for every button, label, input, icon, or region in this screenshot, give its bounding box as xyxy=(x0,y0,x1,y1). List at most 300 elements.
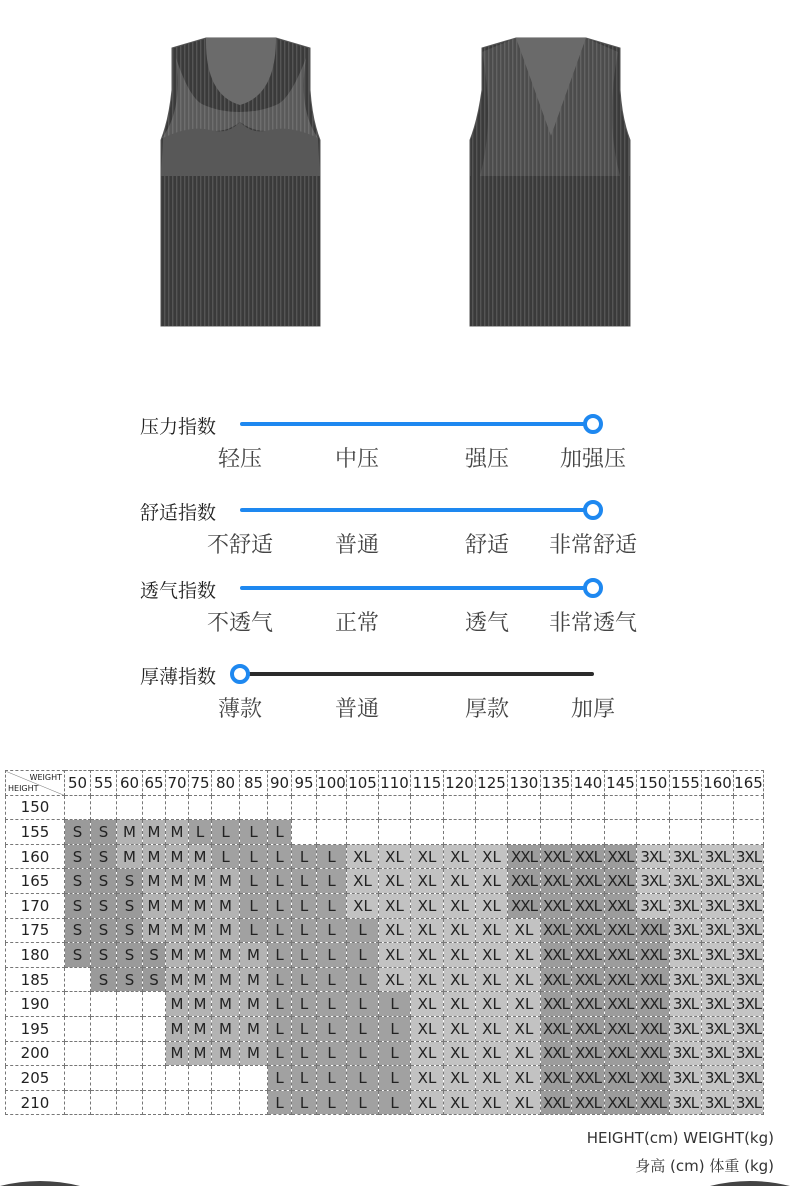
size-cell: XXL xyxy=(572,844,605,869)
size-cell xyxy=(637,795,670,820)
size-cell: XL xyxy=(476,943,508,968)
size-cell: 3XL xyxy=(637,869,670,894)
height-cell: 185 xyxy=(6,967,65,992)
size-cell: M xyxy=(189,967,212,992)
size-cell: L xyxy=(189,820,212,845)
weight-header-cell: 130 xyxy=(508,771,541,796)
size-cell xyxy=(117,1090,143,1115)
size-cell: L xyxy=(268,893,292,918)
meter-level-label: 不透气 xyxy=(206,611,274,636)
size-cell: M xyxy=(189,893,212,918)
size-cell: XL xyxy=(508,1090,541,1115)
table-row xyxy=(6,820,764,845)
weight-header-cell: 125 xyxy=(476,771,508,796)
size-cell: XL xyxy=(476,1016,508,1041)
size-cell: XL xyxy=(476,1041,508,1066)
size-cell xyxy=(292,820,317,845)
size-cell: 3XL xyxy=(702,1090,734,1115)
size-cell: XL xyxy=(379,918,411,943)
size-cell xyxy=(605,795,637,820)
weight-header-cell: 135 xyxy=(541,771,572,796)
size-cell: S xyxy=(65,893,91,918)
size-cell: M xyxy=(117,820,143,845)
size-cell: XXL xyxy=(572,893,605,918)
size-cell: XL xyxy=(476,992,508,1017)
vest-front-icon xyxy=(161,38,320,326)
size-cell: XL xyxy=(444,918,476,943)
table-row xyxy=(6,795,764,820)
size-cell: XL xyxy=(347,869,379,894)
size-cell xyxy=(240,1090,268,1115)
size-cell: L xyxy=(379,1041,411,1066)
size-cell: XL xyxy=(444,1090,476,1115)
size-cell: 3XL xyxy=(702,893,734,918)
size-cell: 3XL xyxy=(702,992,734,1017)
size-cell: M xyxy=(189,844,212,869)
weight-header-cell: 75 xyxy=(189,771,212,796)
size-cell: L xyxy=(292,967,317,992)
size-cell: M xyxy=(143,844,166,869)
size-cell: XL xyxy=(411,1041,444,1066)
size-cell: XL xyxy=(444,967,476,992)
meter-2 xyxy=(0,576,790,646)
size-cell: XXL xyxy=(605,992,637,1017)
size-cell xyxy=(91,992,117,1017)
size-cell: L xyxy=(292,943,317,968)
height-cell: 200 xyxy=(6,1041,65,1066)
size-cell: L xyxy=(240,893,268,918)
table-row xyxy=(6,1066,764,1091)
corner-cell xyxy=(6,771,65,796)
size-cell xyxy=(508,795,541,820)
size-cell: 3XL xyxy=(702,844,734,869)
size-cell: 3XL xyxy=(702,1016,734,1041)
size-cell: L xyxy=(347,1041,379,1066)
size-cell: L xyxy=(317,844,347,869)
size-cell: XXL xyxy=(541,1041,572,1066)
size-cell: 3XL xyxy=(670,1090,702,1115)
size-cell: M xyxy=(212,918,240,943)
size-cell: XXL xyxy=(637,1090,670,1115)
meter-level-label: 厚款 xyxy=(464,697,510,722)
size-cell: L xyxy=(212,820,240,845)
size-cell: S xyxy=(91,893,117,918)
size-cell: XL xyxy=(411,943,444,968)
size-cell: M xyxy=(166,967,189,992)
size-cell: 3XL xyxy=(734,869,764,894)
table-row xyxy=(6,1016,764,1041)
vest-back-icon xyxy=(470,38,630,326)
size-cell xyxy=(143,1090,166,1115)
size-cell: M xyxy=(240,1041,268,1066)
size-cell: 3XL xyxy=(670,943,702,968)
size-cell xyxy=(91,1016,117,1041)
size-cell: XXL xyxy=(508,893,541,918)
size-cell: S xyxy=(117,967,143,992)
size-cell xyxy=(734,795,764,820)
size-cell xyxy=(347,820,379,845)
size-cell: 3XL xyxy=(702,1066,734,1091)
size-cell: M xyxy=(143,893,166,918)
size-cell xyxy=(166,795,189,820)
size-cell: M xyxy=(212,869,240,894)
size-cell: XL xyxy=(508,1066,541,1091)
size-cell: XXL xyxy=(605,967,637,992)
size-cell: M xyxy=(212,992,240,1017)
size-cell: XL xyxy=(444,943,476,968)
meter-knob-icon xyxy=(230,664,250,684)
size-cell: XXL xyxy=(572,1016,605,1041)
size-cell: M xyxy=(212,943,240,968)
table-row xyxy=(6,992,764,1017)
size-cell: XL xyxy=(411,992,444,1017)
size-cell: L xyxy=(268,820,292,845)
size-cell xyxy=(411,820,444,845)
weight-header-cell: 65 xyxy=(143,771,166,796)
size-cell: 3XL xyxy=(637,844,670,869)
size-cell: L xyxy=(317,869,347,894)
size-cell: XL xyxy=(476,918,508,943)
size-cell xyxy=(317,795,347,820)
size-cell xyxy=(572,820,605,845)
weight-header-cell: 90 xyxy=(268,771,292,796)
size-cell: XL xyxy=(508,967,541,992)
weight-header-cell: 155 xyxy=(670,771,702,796)
table-row xyxy=(6,967,764,992)
size-cell: XL xyxy=(411,918,444,943)
size-cell: XL xyxy=(444,992,476,1017)
size-cell: M xyxy=(117,844,143,869)
size-cell xyxy=(268,795,292,820)
size-cell: S xyxy=(117,943,143,968)
size-cell: XL xyxy=(379,893,411,918)
height-cell: 165 xyxy=(6,869,65,894)
height-cell: 175 xyxy=(6,918,65,943)
meter-level-label: 非常透气 xyxy=(548,611,638,636)
size-cell xyxy=(508,820,541,845)
footer-units-en: HEIGHT(cm) WEIGHT(kg) xyxy=(586,1129,774,1147)
height-cell: 180 xyxy=(6,943,65,968)
size-cell: L xyxy=(379,992,411,1017)
meter-knob-icon xyxy=(583,578,603,598)
weight-header-cell: 120 xyxy=(444,771,476,796)
size-cell: L xyxy=(240,869,268,894)
size-cell: L xyxy=(347,1090,379,1115)
size-chart-header-row xyxy=(6,771,764,796)
meter-track xyxy=(240,422,594,426)
size-cell xyxy=(702,795,734,820)
size-cell: L xyxy=(317,967,347,992)
size-cell: XL xyxy=(379,844,411,869)
meter-track xyxy=(240,586,594,590)
meter-knob-icon xyxy=(583,414,603,434)
size-cell: XXL xyxy=(541,992,572,1017)
size-cell xyxy=(143,1016,166,1041)
meter-level-label: 正常 xyxy=(334,611,380,636)
size-cell: S xyxy=(91,844,117,869)
size-cell: XXL xyxy=(541,844,572,869)
meter-level-label: 强压 xyxy=(464,447,510,472)
vest-illustrations xyxy=(0,0,790,340)
size-cell: S xyxy=(91,820,117,845)
size-cell: L xyxy=(292,844,317,869)
size-cell xyxy=(670,820,702,845)
size-cell: XXL xyxy=(605,869,637,894)
size-cell: M xyxy=(189,943,212,968)
weight-header-cell: 115 xyxy=(411,771,444,796)
meter-level-label: 普通 xyxy=(334,697,380,722)
weight-header-cell: 70 xyxy=(166,771,189,796)
size-cell: XL xyxy=(476,893,508,918)
size-cell: XXL xyxy=(541,943,572,968)
size-cell: S xyxy=(117,918,143,943)
weight-header-cell: 85 xyxy=(240,771,268,796)
size-cell: 3XL xyxy=(670,918,702,943)
size-cell: XL xyxy=(508,918,541,943)
table-row xyxy=(6,1090,764,1115)
size-cell: M xyxy=(240,1016,268,1041)
size-cell: M xyxy=(189,1016,212,1041)
size-cell xyxy=(347,795,379,820)
size-cell: L xyxy=(268,1066,292,1091)
size-cell: XXL xyxy=(637,967,670,992)
weight-header-cell: 110 xyxy=(379,771,411,796)
size-cell: L xyxy=(347,943,379,968)
size-cell: L xyxy=(268,844,292,869)
size-cell: S xyxy=(65,844,91,869)
size-cell: L xyxy=(292,1090,317,1115)
table-row xyxy=(6,918,764,943)
size-cell: L xyxy=(212,844,240,869)
size-cell: M xyxy=(212,1041,240,1066)
table-row xyxy=(6,943,764,968)
corner-height-label: HEIGHT xyxy=(8,783,39,793)
size-cell: M xyxy=(166,1016,189,1041)
size-cell xyxy=(240,1066,268,1091)
size-cell: XXL xyxy=(508,869,541,894)
size-cell xyxy=(476,795,508,820)
size-cell: L xyxy=(292,1041,317,1066)
size-cell: M xyxy=(166,992,189,1017)
size-cell: S xyxy=(91,918,117,943)
size-cell: S xyxy=(117,893,143,918)
meter-level-label: 非常舒适 xyxy=(548,533,638,558)
size-cell: M xyxy=(166,943,189,968)
size-cell xyxy=(65,1041,91,1066)
size-cell: XXL xyxy=(508,844,541,869)
size-cell xyxy=(379,820,411,845)
size-cell: 3XL xyxy=(670,1066,702,1091)
size-cell: S xyxy=(65,869,91,894)
table-row xyxy=(6,869,764,894)
size-cell xyxy=(143,795,166,820)
table-row xyxy=(6,1041,764,1066)
meter-track xyxy=(240,508,594,512)
size-cell: L xyxy=(347,1016,379,1041)
size-cell: XL xyxy=(411,893,444,918)
size-cell: L xyxy=(292,1016,317,1041)
size-cell: M xyxy=(212,893,240,918)
size-cell: 3XL xyxy=(734,1090,764,1115)
weight-header-cell: 150 xyxy=(637,771,670,796)
size-cell: XXL xyxy=(541,1090,572,1115)
size-cell xyxy=(143,1066,166,1091)
height-cell: 155 xyxy=(6,820,65,845)
size-cell: S xyxy=(65,820,91,845)
meter-knob-icon xyxy=(583,500,603,520)
weight-header-cell: 140 xyxy=(572,771,605,796)
weight-header-cell: 105 xyxy=(347,771,379,796)
size-cell: XL xyxy=(508,1041,541,1066)
weight-header-cell: 165 xyxy=(734,771,764,796)
size-cell: 3XL xyxy=(670,844,702,869)
size-cell xyxy=(605,820,637,845)
size-cell xyxy=(91,1041,117,1066)
height-cell: 190 xyxy=(6,992,65,1017)
size-cell: L xyxy=(292,893,317,918)
size-cell xyxy=(189,1090,212,1115)
size-cell: 3XL xyxy=(734,1041,764,1066)
size-cell: L xyxy=(268,1016,292,1041)
size-cell: 3XL xyxy=(734,1016,764,1041)
size-cell: M xyxy=(143,918,166,943)
weight-header-cell: 100 xyxy=(317,771,347,796)
size-cell: L xyxy=(268,869,292,894)
size-cell: M xyxy=(166,1041,189,1066)
size-cell xyxy=(240,795,268,820)
size-cell: XXL xyxy=(637,992,670,1017)
meter-level-label: 不舒适 xyxy=(206,533,274,558)
size-cell: XL xyxy=(379,967,411,992)
size-cell xyxy=(637,820,670,845)
meter-level-label: 加厚 xyxy=(570,697,616,722)
weight-header-cell: 55 xyxy=(91,771,117,796)
size-cell xyxy=(65,967,91,992)
size-cell: XXL xyxy=(605,1041,637,1066)
size-cell: S xyxy=(143,943,166,968)
size-cell: XL xyxy=(411,1066,444,1091)
size-cell: XXL xyxy=(541,1066,572,1091)
size-cell: L xyxy=(317,918,347,943)
size-cell: XXL xyxy=(541,869,572,894)
weight-header-cell: 145 xyxy=(605,771,637,796)
size-cell: XL xyxy=(411,869,444,894)
size-cell xyxy=(91,1066,117,1091)
size-cell: XXL xyxy=(572,943,605,968)
size-cell xyxy=(541,795,572,820)
size-cell xyxy=(189,795,212,820)
meter-title: 压力指数 xyxy=(140,416,217,438)
size-cell: 3XL xyxy=(734,1066,764,1091)
size-cell: XL xyxy=(379,869,411,894)
size-cell: XXL xyxy=(541,1016,572,1041)
size-cell: XXL xyxy=(605,844,637,869)
size-cell: XXL xyxy=(572,918,605,943)
size-cell: M xyxy=(189,869,212,894)
size-cell: L xyxy=(317,1066,347,1091)
size-cell: M xyxy=(240,943,268,968)
size-cell: L xyxy=(240,820,268,845)
size-cell: L xyxy=(240,844,268,869)
size-cell: M xyxy=(166,869,189,894)
size-cell xyxy=(166,1066,189,1091)
size-cell: S xyxy=(65,943,91,968)
size-cell xyxy=(444,795,476,820)
size-cell: 3XL xyxy=(670,1016,702,1041)
size-cell: 3XL xyxy=(734,992,764,1017)
size-cell xyxy=(91,795,117,820)
size-cell: XL xyxy=(476,967,508,992)
size-cell: XL xyxy=(444,1041,476,1066)
size-cell: L xyxy=(379,1090,411,1115)
size-cell: XXL xyxy=(572,1041,605,1066)
height-cell: 160 xyxy=(6,844,65,869)
size-cell: 3XL xyxy=(670,992,702,1017)
size-cell xyxy=(91,1090,117,1115)
size-cell xyxy=(143,992,166,1017)
size-cell: XL xyxy=(444,1066,476,1091)
size-cell xyxy=(117,1041,143,1066)
weight-header-cell: 60 xyxy=(117,771,143,796)
meter-level-label: 中压 xyxy=(334,447,380,472)
size-cell: L xyxy=(347,1066,379,1091)
size-cell: XXL xyxy=(572,1090,605,1115)
size-cell: L xyxy=(268,943,292,968)
meter-title: 透气指数 xyxy=(140,580,217,602)
meter-1 xyxy=(0,498,790,568)
size-cell: M xyxy=(166,844,189,869)
size-cell: L xyxy=(379,1066,411,1091)
size-cell: XL xyxy=(508,992,541,1017)
size-cell: 3XL xyxy=(702,918,734,943)
size-cell: L xyxy=(347,967,379,992)
meter-level-label: 轻压 xyxy=(217,447,263,472)
size-cell: L xyxy=(317,992,347,1017)
size-cell: S xyxy=(91,943,117,968)
size-cell: XL xyxy=(476,844,508,869)
size-cell: 3XL xyxy=(734,844,764,869)
size-cell: L xyxy=(268,918,292,943)
size-cell: L xyxy=(268,992,292,1017)
size-cell: 3XL xyxy=(734,918,764,943)
size-cell: XXL xyxy=(637,1041,670,1066)
size-cell: M xyxy=(212,967,240,992)
size-cell xyxy=(476,820,508,845)
size-cell: L xyxy=(292,918,317,943)
corner-weight-label: WEIGHT xyxy=(29,773,62,782)
size-cell xyxy=(65,992,91,1017)
size-cell: XXL xyxy=(572,869,605,894)
size-cell: S xyxy=(91,869,117,894)
table-row xyxy=(6,893,764,918)
size-cell: XL xyxy=(411,1016,444,1041)
size-cell xyxy=(117,795,143,820)
size-cell: M xyxy=(166,918,189,943)
size-cell xyxy=(541,820,572,845)
size-cell: 3XL xyxy=(670,1041,702,1066)
size-cell: L xyxy=(292,992,317,1017)
size-cell: L xyxy=(317,1016,347,1041)
size-cell: XXL xyxy=(637,943,670,968)
meter-3 xyxy=(0,662,790,732)
table-row xyxy=(6,844,764,869)
size-cell: S xyxy=(65,918,91,943)
size-cell: XXL xyxy=(637,1066,670,1091)
size-cell xyxy=(212,1090,240,1115)
size-cell xyxy=(317,820,347,845)
size-cell: L xyxy=(268,967,292,992)
size-cell: 3XL xyxy=(702,943,734,968)
